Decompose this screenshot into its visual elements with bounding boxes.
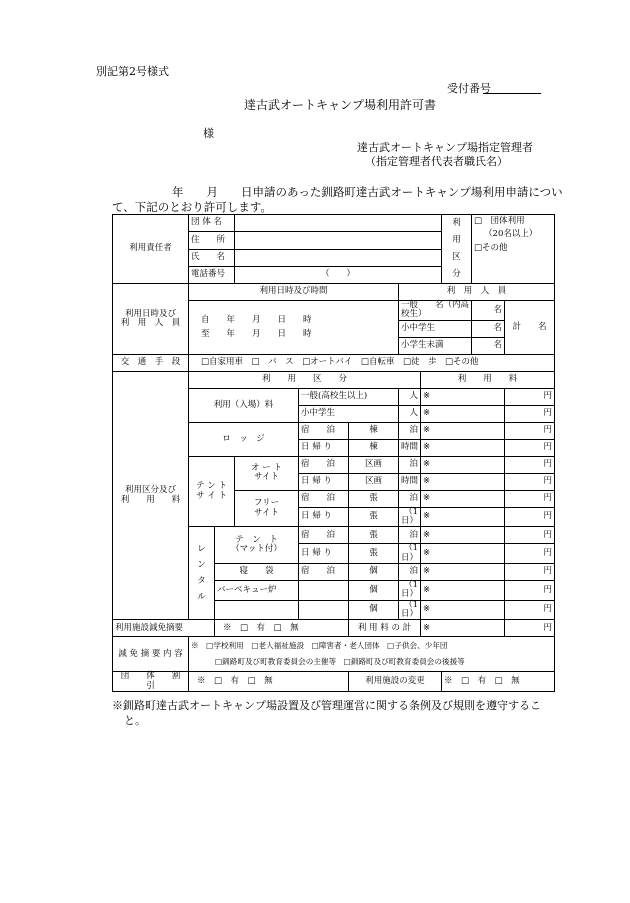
intro-line-2: て、下記のとおり許可します。 [112,200,272,214]
auto-day-unit: 区画 [349,473,399,490]
extra-blank-2 [299,600,349,620]
application-form-table [112,214,555,692]
tent-rental-day: 日 帰 り [299,544,349,564]
sleeping-bag-mark: ※ [421,564,505,581]
admission-general-unit: 人 [399,388,421,405]
auto-day-yen: 円 [505,473,555,490]
auto-stay: 宿 泊 [299,456,349,473]
lodge-stay-nights: 泊 [399,422,421,439]
group-use-note: （20名以上） [484,229,538,240]
extra-one-day: （1日） [399,600,421,620]
group-name-field[interactable] [235,215,442,232]
admission-students: 小中学生 [299,405,399,422]
form-number: 別記第2号様式 [96,65,169,78]
datetime-range[interactable]: 自 年 月 日 時 至 年 月 日 時 [189,301,399,355]
lodge-day-mark: ※ [421,439,505,456]
exemption-details-label: 減 免 摘 要 内 容 [113,637,189,672]
sleeping-bag-nights: 泊 [399,564,421,581]
fee-total-mark: ※ [421,620,505,637]
group-discount-label: 団 体 割 引 [113,672,189,692]
free-site-label: フリー サイト [235,490,299,527]
tent-site-label: テ ン ト サ イ ト [189,456,235,527]
free-day-mark: ※ [421,507,505,527]
lodge-day: 日 帰 り [299,439,349,456]
extra-mark: ※ [421,600,505,620]
bbq-unit: 個 [349,581,399,601]
tent-rental-stay-yen: 円 [505,527,555,544]
footer-note: ※釧路町達古武オートキャンプ場設置及び管理運営に関する条例及び規則を遵守するこ と。 [112,699,541,727]
free-day-yen: 円 [505,507,555,527]
issuer-sub: （指定管理者代表者職氏名） [365,155,508,168]
auto-day-hours: 時間 [399,473,421,490]
bbq-yen: 円 [505,581,555,601]
bbq-one-day: （1日） [399,581,421,601]
admission-general-mark: ※ [421,388,505,405]
tent-rental-day-yen: 円 [505,544,555,564]
general-count-label: 一般 名（内高校生） [399,301,472,321]
sleeping-bag-unit: 個 [349,564,399,581]
auto-stay-unit: 区画 [349,456,399,473]
auto-day-mark: ※ [421,473,505,490]
name-field[interactable] [235,249,442,266]
intro-line-1: 年 月 日申請のあった釧路町達古武オートキャンプ場利用申請につい [172,185,563,199]
rental-label: レ ン タ ル [189,527,215,620]
sleeping-bag-stay: 宿 泊 [299,564,349,581]
category-header: 利 用 区 分 [189,371,421,388]
category-options[interactable] [472,215,555,284]
transport-label: 交 通 手 段 [113,354,189,371]
free-day: 日 帰 り [299,507,349,527]
lodge-stay: 宿 泊 [299,422,349,439]
group-use-option[interactable]: □ 団体利用 [474,216,525,226]
free-stay-mark: ※ [421,490,505,507]
free-day-unit: 張 [349,507,399,527]
bbq-blank [299,581,349,601]
people-header: 利 用 人 員 [399,284,555,301]
tent-rental-label: テ ン ト （マット付） [215,527,299,564]
lodge-stay-mark: ※ [421,422,505,439]
general-unit: 名 [472,301,505,321]
exemption-details[interactable]: ※ □学校利用 □老人福祉施設 □障害者・老人団体 □子供会、少年団 □釧路町及び町教育委員会の主催等 □釧路町及び町教育委員会の後援等 [189,637,555,672]
free-stay-unit: 張 [349,490,399,507]
extra-blank-1 [215,600,299,620]
auto-stay-nights: 泊 [399,456,421,473]
under-count-label: 小学生未満 [399,337,472,354]
facility-change-label: 利用施設の変更 [349,672,442,692]
transport-options[interactable]: □自家用車 □ バ ス □オートバイ □自転車 □徒 歩 □その他 [189,354,555,371]
tent-rental-stay-mark: ※ [421,527,505,544]
bbq-mark: ※ [421,581,505,601]
under-unit: 名 [472,337,505,354]
lodge-stay-yen: 円 [505,422,555,439]
addressee-suffix: 様 [203,127,214,140]
document-title: 達古武オートキャンプ場利用許可書 [244,98,437,112]
fee-total-yen: 円 [505,620,555,637]
lodge-stay-unit: 棟 [349,422,399,439]
other-option[interactable]: □その他 [474,242,508,253]
auto-day: 日 帰 り [299,473,349,490]
fees-section-label: 利用区分及び 利 用 料 [113,371,189,620]
phone-label: 電話番号 [189,266,235,283]
lodge-day-unit: 棟 [349,439,399,456]
fee-total-label: 利 用 料 の 計 [349,620,421,637]
auto-site-label: オ ー ト サイト [235,456,299,490]
tent-rental-stay: 宿 泊 [299,527,349,544]
fee-header: 利 用 料 [421,371,555,388]
group-discount-options[interactable]: ※ □ 有 □ 無 [189,672,349,692]
address-label: 住 所 [189,232,235,249]
bbq-label: バーベキュー炉 [215,581,299,601]
admission-label: 利用（入場）料 [189,388,299,422]
reception-number-line [483,93,541,94]
students-unit: 名 [472,320,505,337]
free-stay: 宿 泊 [299,490,349,507]
group-name-label: 団 体 名 [189,215,235,232]
lodge-day-hours: 時間 [399,439,421,456]
admission-general-yen: 円 [505,388,555,405]
free-day-one-day: （1日） [399,507,421,527]
tent-rental-stay-nights: 泊 [399,527,421,544]
free-stay-nights: 泊 [399,490,421,507]
total-people: 計 名 [505,301,555,355]
students-count-label: 小中学生 [399,320,472,337]
name-label: 氏 名 [189,249,235,266]
category-label: 利 用 区 分 [442,215,472,284]
tent-rental-day-mark: ※ [421,544,505,564]
sleeping-bag-yen: 円 [505,564,555,581]
admission-general: 一般(高校生以上) [299,388,399,405]
tent-rental-day-unit: 張 [349,544,399,564]
auto-stay-yen: 円 [505,456,555,473]
facility-change-options[interactable]: ※ □ 有 □ 無 [442,672,555,692]
reception-number-label: 受付番号 [447,82,491,95]
admission-students-yen: 円 [505,405,555,422]
lodge-day-yen: 円 [505,439,555,456]
admission-students-unit: 人 [399,405,421,422]
tent-rental-stay-unit: 張 [349,527,399,544]
datetime-section-label: 利用日時及び 利 用 人 員 [113,284,189,355]
lodge-label: ロ ッ ジ [189,422,299,456]
exemption-options[interactable]: ※ □ 有 □ 無 [215,620,349,637]
address-field[interactable] [235,232,442,249]
issuer: 達古武オートキャンプ場指定管理者 [357,141,533,154]
applicant-section-label: 利用責任者 [113,215,189,284]
admission-students-mark: ※ [421,405,505,422]
extra-yen: 円 [505,600,555,620]
sleeping-bag-label: 寝 袋 [215,564,299,581]
exemption-label: 利用施設減免摘要 [113,620,215,637]
extra-unit: 個 [349,600,399,620]
free-stay-yen: 円 [505,490,555,507]
phone-field[interactable]: （ ） [235,266,442,283]
auto-stay-mark: ※ [421,456,505,473]
datetime-header: 利用日時及び時間 [189,284,399,301]
tent-rental-day-one-day: （1日） [399,544,421,564]
